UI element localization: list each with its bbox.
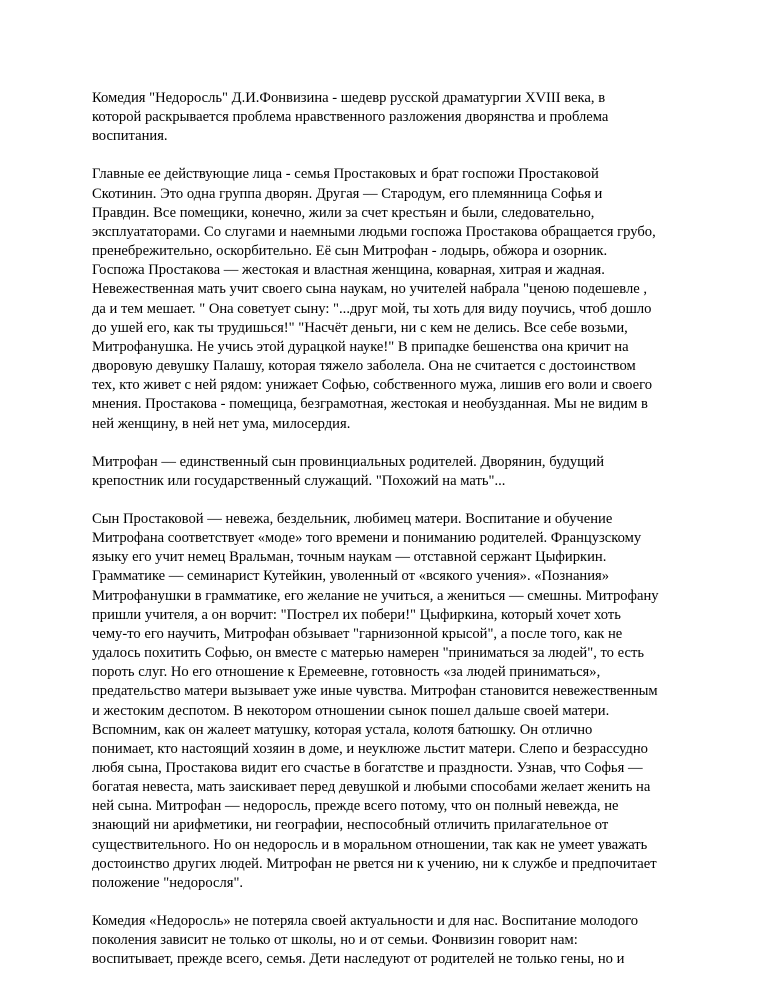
text-line: удалось похитить Софью, он вместе с матерью намерен "приниматься за людей", то есть: [92, 645, 644, 662]
paragraph-intro: [92, 89, 692, 146]
text-line: мнения. Простакова - помещица, безграмотная, жестокая и необузданная. Мы не видим в: [92, 396, 648, 413]
text-line: Правдин. Все помещики, конечно, жили за счет крестьян и были, следовательно,: [92, 204, 595, 221]
text-line: Сын Простаковой — невежа, бездельник, любимец матери. Воспитание и обучение: [92, 510, 613, 527]
text-line: Митрофана соответствует «моде» того времени и пониманию родителей. Французскому: [92, 530, 642, 547]
text-line: Комедия "Недоросль" Д.И.Фонвизина - шедевр русской драматургии XVIII века, в: [92, 90, 606, 106]
paragraph-mitrofan-detail: [92, 510, 692, 893]
text-line: крепостник или государственный служащий. "Похожий на мать"...: [92, 472, 506, 489]
text-line: пренебрежительно, оскорбительно. Её сын Митрофан - лодырь, обжора и озорник.: [92, 243, 608, 260]
paragraph-mitrofan-intro: [92, 453, 692, 491]
text-line: ней сына. Митрофан — недоросль, прежде всего потому, что он полный невежда, не: [92, 798, 619, 815]
text-line: предательство матери вызывает уже иные чувства. Митрофан становится невежественным: [92, 683, 658, 700]
text-line: Грамматике — семинарист Кутейкин, уволенный от «всякого учения». «Познания»: [92, 568, 610, 585]
text-line: которой раскрывается проблема нравственного разложения дворянства и проблема: [92, 109, 609, 126]
document-page: [92, 89, 692, 989]
text-line: Вспомним, как он жалеет матушку, которая устала, колотя батюшку. Он отлично: [92, 721, 593, 738]
text-line: пороть слуг. Но его отношение к Еремеевне, готовность «за людей приниматься»,: [92, 664, 601, 681]
text-line: знающий ни арифметики, ни географии, неспособный отличить прилагательное от: [92, 817, 609, 834]
paragraph-conclusion: [92, 912, 692, 969]
text-line: богатая невеста, мать заискивает перед девушкой и любыми способами желает женить на: [92, 779, 651, 796]
text-line: Главные ее действующие лица - семья Простаковых и брат госпожи Простаковой: [92, 166, 599, 183]
text-line: дворовую девушку Палашу, которая тяжело заболела. Она не считается с достоинством: [92, 358, 636, 375]
text-line: чему-то его научить, Митрофан обзывает "гарнизонной крысой", а после того, как не: [92, 625, 623, 642]
text-line: Митрофанушки в грамматике, его желание не учиться, а жениться — смешны. Митрофану: [92, 587, 659, 604]
text-line: Комедия «Недоросль» не потеряла своей актуальности и для нас. Воспитание молодого: [92, 913, 639, 930]
text-line: тех, кто живет с ней рядом: унижает Софью, собственного мужа, лишив его воли и своего: [92, 377, 653, 394]
text-line: до ушей его, как ты трудишься!" "Насчёт деньги, ни с кем не делись. Все себе возьми,: [92, 319, 628, 336]
text-line: существительного. Но он недоросль и в моральном отношении, так как не умеет уважать: [92, 836, 648, 853]
text-line: эксплуататорами. Со слугами и наемными людьми госпожа Простакова обращается грубо,: [92, 223, 656, 240]
text-line: достоинство других людей. Митрофан не рвется ни к учению, ни к службе и предпочитает: [92, 855, 657, 872]
text-line: ней женщину, в ней нет ума, милосердия.: [92, 415, 351, 432]
text-line: воспитывает, прежде всего, семья. Дети наследуют от родителей не только гены, но и: [92, 951, 625, 968]
paragraph-characters: [92, 165, 692, 433]
text-line: да и тем мешает. " Она советует сыну: "...друг мой, ты хоть для виду поучись, чтоб дошло: [92, 300, 652, 317]
text-line: воспитания.: [92, 128, 168, 145]
text-line: и жестоким деспотом. В некотором отношении сынок пошел дальше своей матери.: [92, 702, 610, 719]
text-line: поколения зависит не только от школы, но и от семьи. Фонвизин говорит нам:: [92, 932, 578, 949]
text-line: Митрофанушка. Не учись этой дурацкой науке!" В припадке бешенства она кричит на: [92, 338, 629, 355]
text-line: Митрофан — единственный сын провинциальных родителей. Дворянин, будущий: [92, 453, 605, 470]
text-line: Скотинин. Это одна группа дворян. Другая — Стародум, его племянница Софья и: [92, 185, 603, 202]
text-line: понимает, кто настоящий хозяин в доме, и неуклюже льстит матери. Слепо и безрассудно: [92, 740, 648, 757]
text-line: положение "недоросля".: [92, 874, 244, 891]
text-line: Невежественная мать учит своего сына наукам, но учителей набрала "ценою подешевле ,: [92, 281, 648, 298]
text-line: пришли учителя, а он ворчит: "Пострел их побери!" Цыфиркина, который хочет хоть: [92, 606, 621, 623]
text-line: Госпожа Простакова — жестокая и властная женщина, коварная, хитрая и жадная.: [92, 262, 605, 279]
text-line: языку его учит немец Вральман, точным наукам — отставной сержант Цыфиркин.: [92, 549, 607, 566]
text-line: любя сына, Простакова видит его счастье в богатстве и праздности. Узнав, что Софья —: [92, 760, 643, 776]
